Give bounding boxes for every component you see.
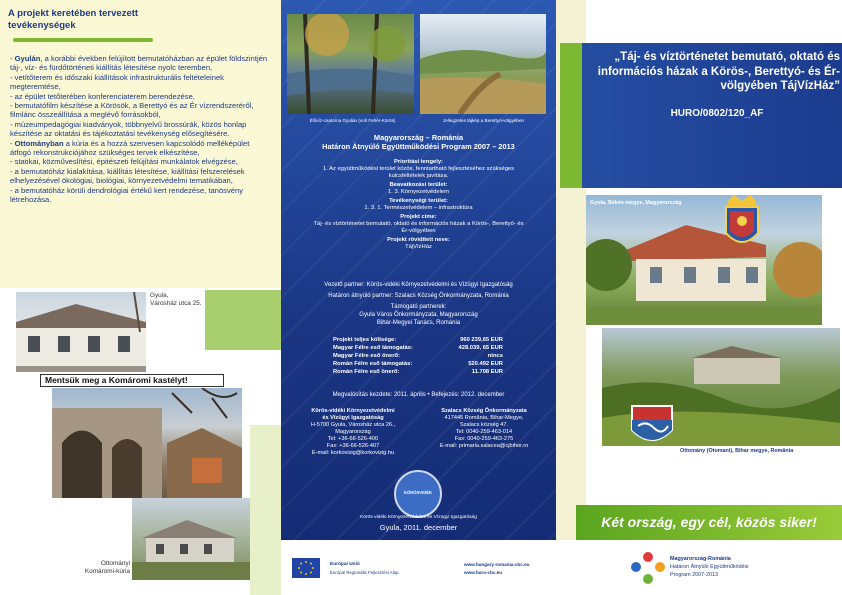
gyula-museum-photo [586, 195, 822, 325]
photo1-caption: Gyula, Városház utca 25. [150, 292, 202, 307]
bullet-mark: - [10, 185, 15, 195]
detail-text: Táj- és víztörténetet bemutató, oktató és információs házak a Körös-, Berettyó- és Ér-völgyében [313, 221, 524, 234]
detail-label: Tevékenységi terület: [389, 198, 448, 204]
activity-item [10, 157, 272, 166]
crest-icon [628, 400, 676, 450]
budget-label: Román Félre eső támogatás: [333, 361, 413, 367]
valley-photo [420, 14, 546, 114]
activities-header: A projekt keretében tervezett tevékenységek [8, 8, 139, 31]
activity-text: statikai, közműveslítési, épitészeti felújítási munkálatok elvégzése, [14, 157, 238, 167]
activity-item [10, 186, 272, 205]
budget-row [333, 352, 503, 360]
detail-label: Beavatkozási terület: [389, 182, 448, 188]
contact-line: Szalacs község 47. [459, 422, 509, 428]
bullet-mark: - [10, 166, 15, 176]
bullet-mark: - [10, 119, 15, 129]
eu-stars-icon [292, 558, 320, 578]
canal-illustration [287, 14, 414, 114]
manor-photo [132, 498, 250, 580]
directorate-seal [394, 470, 442, 518]
gyula-coat-of-arms [722, 193, 762, 253]
detail-text: 1. 3. 1. Természetvédelem – infrastruktúra [364, 205, 473, 211]
program-logo-icon [628, 549, 668, 589]
seal-text: KÖRÖSVIDÉK [403, 490, 433, 495]
budget-label: Román Félre eső önerő: [333, 369, 400, 375]
bullet-mark: - [10, 72, 15, 82]
gyula-house-photo [16, 292, 146, 372]
lead-partner: Vezető partner: Körös-vidéki Környezetvédelmi és Vízügyi Igazgatóság [324, 282, 513, 288]
program-line1: Magyarország – Románia [373, 133, 464, 142]
budget-row [333, 360, 503, 368]
activity-text: a bemutatóház körüli dendrológiai értékű kert rendezése, tanösvény létrehozása. [10, 185, 244, 205]
activity-text: múzeumpedagógiai kiadványok, többnyelvű brossúrák, közös honlap készítése az oktatási és tájékoztatási tevékenység elősegítésére. [10, 119, 247, 139]
detail-label: Projekt rövidített neve: [387, 237, 450, 243]
program-line-a: Magyarország-Románia [670, 556, 731, 562]
contact-right [424, 408, 544, 450]
green-corner [205, 290, 281, 350]
activity-text: bemutatófilm készítése a Körösök, a Berettyó és az Ér vízrendszeréről, filmlánc összeállítása a meglévő forrásokból, [10, 101, 254, 120]
activity-item [10, 101, 272, 120]
activity-text: , a korábbi években felújított bemutatóházban az épület földszintjén táj-, víz- és fürdőtörténeti kiállítás létesítése nyolc teremben, [10, 54, 268, 73]
valley-caption: Jellegzetes tájkép a Berettyó-völgyében [442, 118, 525, 123]
middle-panel [281, 0, 556, 595]
museum-illustration [586, 195, 822, 325]
activity-item [10, 54, 272, 73]
budget-value: nincs [487, 353, 503, 359]
budget-row [333, 344, 503, 352]
activity-item [10, 92, 272, 101]
slogan-strip: Két ország, egy cél, közös siker! [576, 505, 842, 540]
budget-label: Projekt teljes költsége: [333, 337, 397, 343]
activities-list [10, 54, 272, 205]
bullet-mark: - [10, 157, 15, 167]
budget-value: 520.492 EUR [468, 361, 503, 367]
bullet-mark: - [10, 54, 15, 63]
activity-lead: Ottományban [14, 138, 64, 148]
contact-line: Magyarország [335, 429, 371, 435]
contact-line: E-mail: primaria.salacea@cjbihor.ro [439, 443, 529, 449]
footer-city: Gyula, 2011. december [379, 523, 458, 532]
website-link-1[interactable]: www.hungary-romania-cbc.eu [464, 562, 530, 567]
activity-lead: Gyulán [14, 54, 41, 63]
supporting-label: Támogató partnerek: [390, 304, 447, 310]
activity-text: az épület tetőterében konferenciaterem berendezése, [14, 91, 195, 101]
budget-label: Magyar Félre eső támogatás: [333, 345, 413, 351]
detail-text: 1. Az együttműködési terület közös, fenntartható fejlesztéséhez szükséges kulcsfeltételek javítása. [322, 166, 515, 179]
project-code: HURO/0802/120_AF [670, 108, 764, 119]
bullet-mark: - [10, 101, 15, 111]
budget-value: 960 239,65 EUR [460, 337, 503, 343]
budget-row [333, 368, 503, 376]
budget-value: 11.708 EUR [471, 369, 503, 375]
supporting-partner-1: Gyula Város Önkormányzata, Magyarország [359, 312, 478, 318]
gyula-caption: Gyula, Békés megye, Magyarország [590, 200, 682, 206]
contact-line: Szalacs Község Önkormányzata [441, 408, 527, 414]
valley-illustration [420, 14, 546, 114]
house-illustration [16, 292, 146, 372]
detail-text: TájVízHáz [405, 244, 432, 250]
activity-text: a bemutatóház kialakítása, kiállítás létesítése, kiállítási felszerelések elhelyezésével ökológiai, biológiai, környezetvédelmi tematikában, [10, 166, 245, 186]
eu-line1: Európai Unió [330, 562, 360, 567]
detail-text: 1. 3. Környezetvédelem [388, 189, 449, 195]
contact-line: Fax: 0040-259-463-275 [454, 436, 514, 442]
ruin-illustration [52, 388, 242, 498]
ottomany-coat-of-arms [628, 400, 676, 450]
website-link-2[interactable]: www.huro-cbc.eu [464, 570, 503, 575]
program-details [311, 157, 526, 251]
contact-line: Tel: 0040-259-463-014 [455, 429, 513, 435]
contact-line: H-5700 Gyula, Városház utca 26., [310, 422, 396, 428]
activity-item [10, 120, 272, 139]
program-logo [628, 549, 668, 589]
activity-item [10, 139, 272, 158]
program-line-c: Program 2007-2013 [670, 572, 718, 578]
canal-photo [287, 14, 414, 114]
contact-line: Fax: +36-66-526-407 [326, 443, 380, 449]
detail-label: Prioritási tengely: [394, 159, 443, 165]
manor-illustration [132, 498, 250, 580]
eu-line2: Európai Regionális Fejlesztési Alap [330, 570, 399, 575]
supporting-partner-2: Bihar-Megyei Tanács, Románia [376, 320, 461, 326]
side-tint [250, 425, 281, 595]
contact-line: 417445 România, Bihar-Megye, [444, 415, 524, 421]
bullet-mark: - [10, 91, 15, 101]
contact-line: Tel: +36-66-526-400 [327, 436, 379, 442]
budget-label: Magyar Félre eső önerő: [333, 353, 401, 359]
contact-line: és Vízügyi Igazgatóság [322, 415, 384, 421]
budget-value: 428.039, 65 EUR [458, 345, 503, 351]
cross-border-partner: Határon átnyúló partner: Szalacs Község Önkormányzata, Románia [328, 293, 509, 299]
detail-label: Projekt címe: [400, 214, 437, 220]
program-line-b: Határon Átnyúló Együttműködési [670, 564, 749, 570]
ottomany-caption: Ottomány (Otomani), Bihar megye, România [680, 448, 794, 454]
activity-item [10, 73, 272, 92]
castle-ruin-photo [52, 388, 242, 498]
program-line2: Határon Átnyúló Együttműködési Program 2007 – 2013 [322, 142, 515, 151]
contact-left [293, 408, 413, 457]
activity-text: vetítőterem és időszaki kiállítások infrastrukturális feltételeinek megteremtése, [10, 72, 224, 92]
budget-row [333, 336, 503, 344]
contact-line: E-mail: korkovizig@korkovizig.hu [311, 450, 395, 456]
budget-table [333, 336, 503, 376]
save-castle-banner: Mentsük meg a Komáromi kastélyt! [40, 374, 224, 387]
coat-of-arms-icon [722, 193, 762, 253]
eu-flag [292, 558, 320, 578]
canal-caption: Élővíz-csatorna Gyulán (volt Fehér-Körös) [309, 118, 396, 123]
activity-item [10, 167, 272, 186]
contact-line: Körös-vidéki Környezetvédelmi [311, 408, 395, 414]
brochure-title: „Táj- és víztörténetet bemutató, oktató és információs házak a Körös-, Berettyó- és Ér-völgyében TájVízHáz” [597, 51, 840, 92]
left-panel [0, 0, 281, 595]
photo3-caption: Ottományi Komáromi-kúria [84, 560, 130, 575]
project-dates: Megvalósítás kezdete: 2011. április • Befejezés: 2012. december [332, 392, 505, 398]
footer-bar [281, 540, 842, 595]
header-underline [13, 38, 153, 42]
title-accent [560, 43, 582, 188]
bullet-mark: - [10, 138, 15, 148]
activity-text: a kúria és a hozzá szervesen kapcsolódó melléképület átfogó rekonstrukciójához szükséges tervek elkészítése, [10, 138, 250, 158]
footer-org: Körös-vidéki Környezetvédelmi és Vízügyi Igazgatóság [360, 515, 477, 520]
